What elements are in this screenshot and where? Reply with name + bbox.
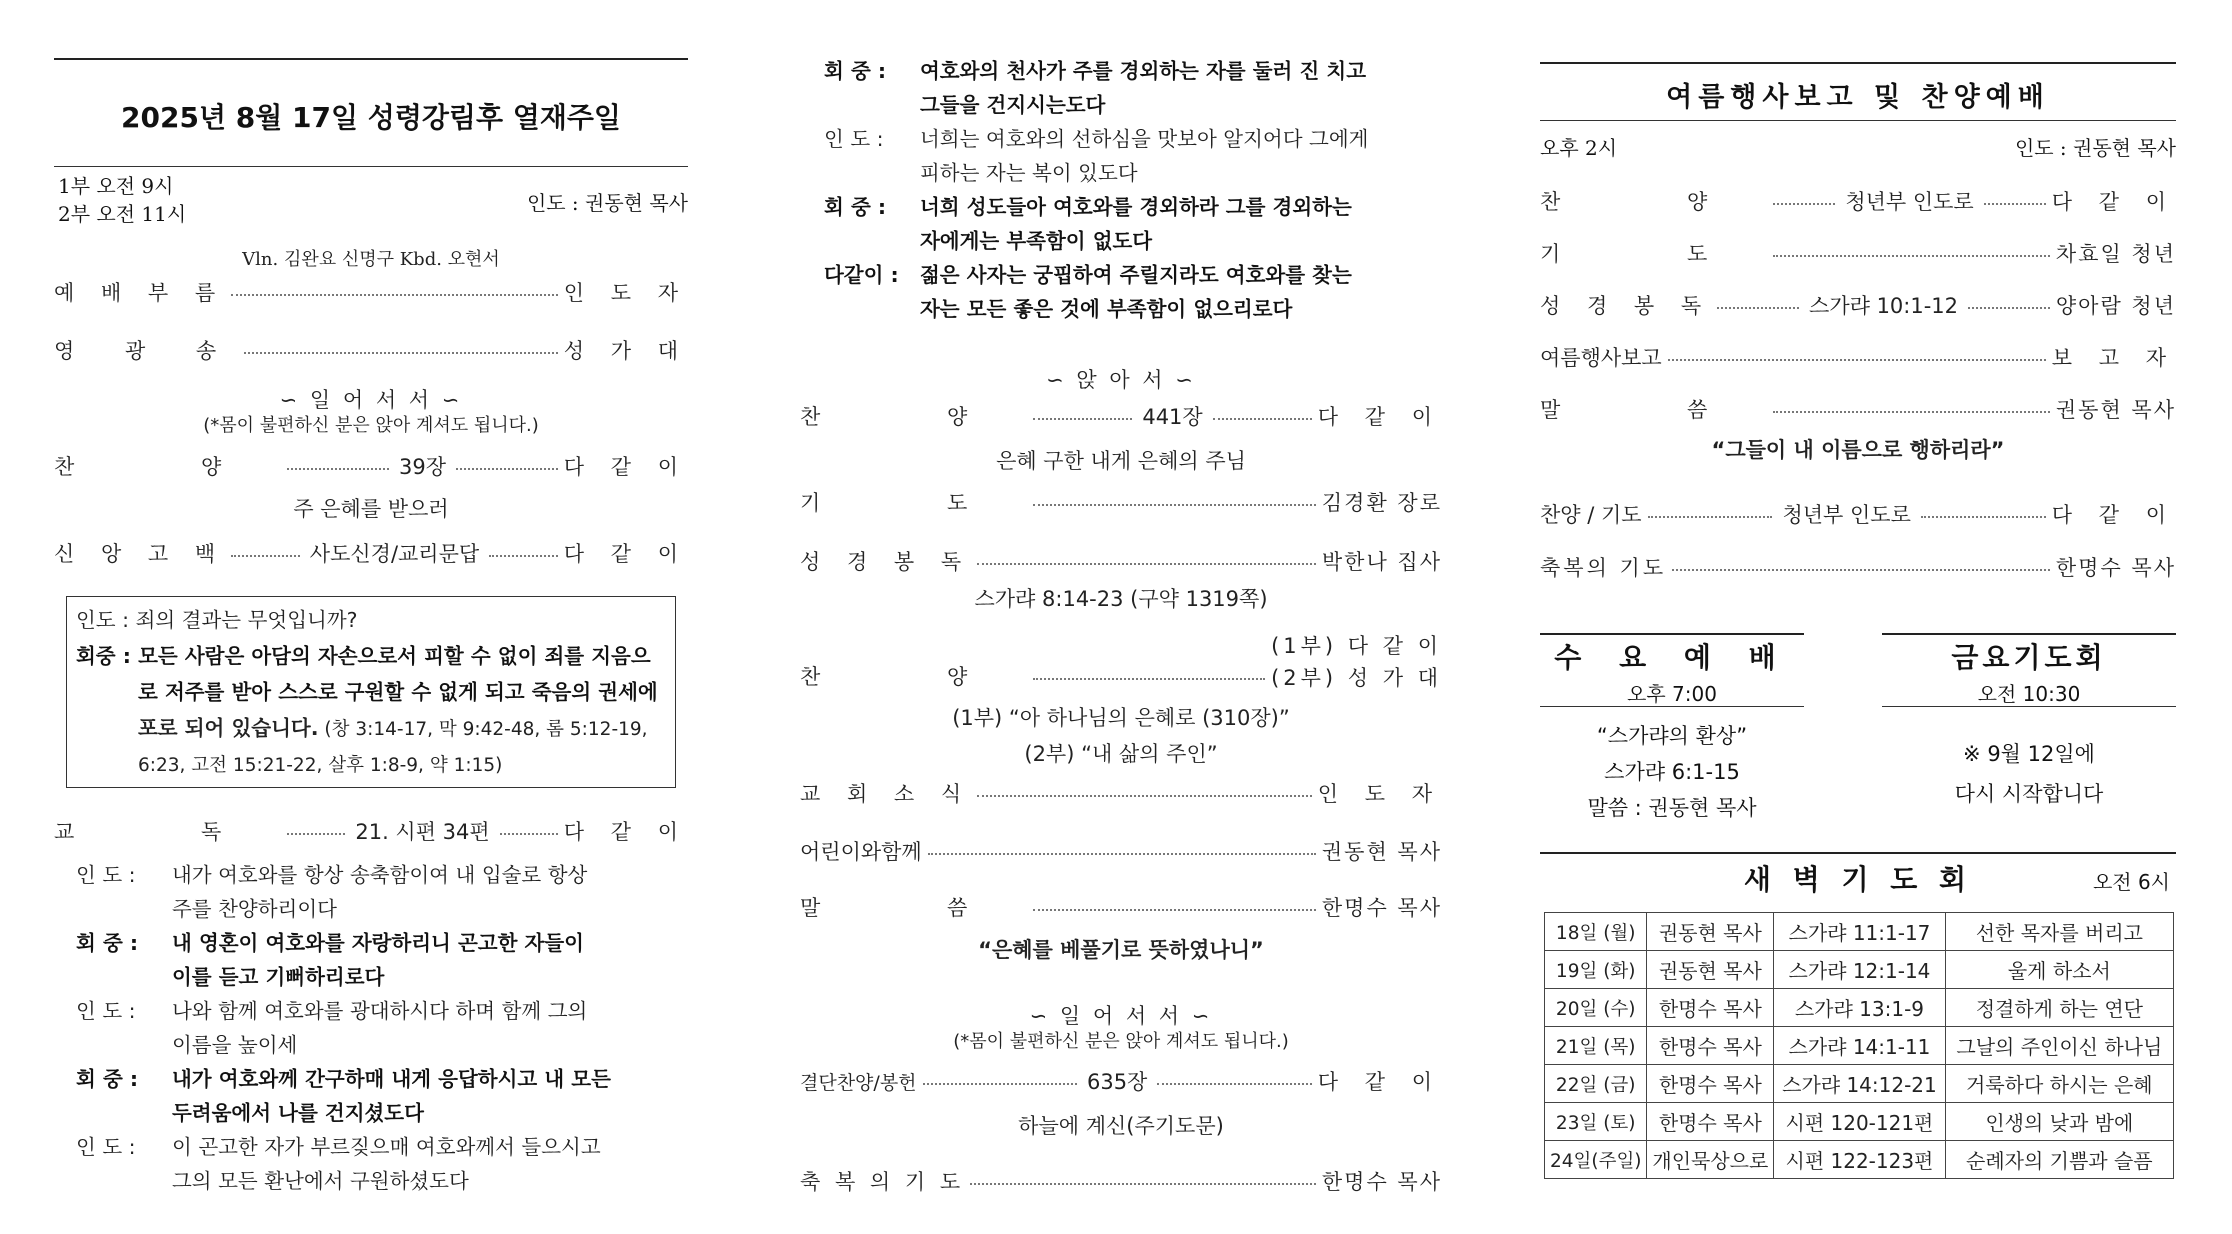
musicians: Vln. 김완요 신명구 Kbd. 오현서 [242,249,500,270]
scripture-ref: 스가랴 8:14-23 (구약 1319쪽) [974,587,1268,611]
wed-details [1540,718,1804,826]
service-times [58,172,186,228]
dawn-date-cell: 20일 (수) [1545,989,1647,1027]
dawn-theme-cell: 인생의 낮과 밤에 [1945,1103,2173,1141]
dawn-date-cell: 22일 (금) [1545,1065,1647,1103]
choir-song-2: (2부) “내 삶의 주인” [1024,742,1218,766]
dawn-passage-cell: 시편 122-123편 [1774,1141,1945,1179]
wed-top-rule [1540,633,1804,635]
wed-sermon-title: “스가랴의 환상” [1596,724,1748,748]
order-dedication: 결단찬양/봉헌 635장 다 같 이 [800,1070,1442,1094]
fri-bottom-rule [1882,706,2176,707]
dawn-date-cell: 19일 (화) [1545,951,1647,989]
evening-sermon-title: “그들이 내 이름으로 행하리라” [1711,438,2005,462]
wed-speaker: 말씀 : 권동현 목사 [1587,796,1757,820]
dawn-leader-cell: 권동현 목사 [1647,951,1774,989]
dawn-schedule-row [1545,1027,2174,1065]
order-call-to-worship: 예 배 부 름 인 도 자 [54,281,688,305]
responsive-reading-4: 회 중 : 내가 여호와께 간구하매 내게 응답하시고 내 모든 두려움에서 나를 건지셨도다 [76,1067,611,1125]
order-scripture: 성 경 봉 독 박한나 집사 [800,550,1442,574]
order-sermon: 말 씀 한명수 목사 [800,896,1442,920]
stand-note-2: (*몸이 불편하신 분은 앉아 계셔도 됩니다.) [953,1031,1289,1052]
evening-scripture: 성 경 봉 독 스가랴 10:1-12 양아람 청년 [1540,294,2176,318]
choir-song-1: (1부) “아 하나님의 은혜로 (310장)” [952,706,1290,730]
order-prayer: 기 도 김경환 장로 [800,491,1442,515]
fri-top-rule [1882,633,2176,635]
dawn-top-rule [1540,852,2176,854]
dawn-theme-cell: 정결하게 하는 연단 [1945,989,2173,1027]
fri-title: 금요기도회 [1951,641,2107,674]
dawn-leader-cell: 개인묵상으로 [1647,1141,1774,1179]
wed-ref: 스가랴 6:1-15 [1604,760,1740,784]
evening-sermon: 말 씀 권동현 목사 [1540,398,2176,422]
dawn-leader-cell: 한명수 목사 [1647,1027,1774,1065]
dawn-leader-cell: 한명수 목사 [1647,989,1774,1027]
dawn-schedule-row [1545,989,2174,1027]
wed-title: 수 요 예 배 [1554,641,1790,674]
order-church-news: 교 회 소 식 인 도 자 [800,782,1442,806]
order-benediction: 축 복 의 기 도 한명수 목사 [800,1170,1442,1194]
dawn-passage-cell: 스가랴 14:12-21 [1774,1065,1945,1103]
dawn-theme-cell: 순례자의 기쁨과 슬픔 [1945,1141,2173,1179]
dawn-passage-cell: 스가랴 12:1-14 [1774,951,1945,989]
hymn-title: 주 은혜를 받으러 [293,497,449,521]
evening-report: 여름행사보고 보 고 자 [1540,346,2176,370]
evening-top-rule [1540,62,2176,64]
fri-notice: ※ 9월 12일에 다시 시작합니다 [1954,742,2104,806]
order-gloria: 영 광 송 성 가 대 [54,339,688,363]
dawn-theme-cell: 선한 목자를 버리고 [1945,913,2173,951]
dawn-theme-cell: 그날의 주인이신 하나님 [1945,1027,2173,1065]
dawn-title: 새 벽 기 도 회 [1743,863,1973,896]
wed-time: 오후 7:00 [1627,682,1717,706]
stand-heading: ∽ 일 어 서 서 ∽ [279,388,463,412]
sit-heading: ∽ 앉 아 서 ∽ [1046,368,1196,392]
dawn-passage-cell: 스가랴 14:1-11 [1774,1027,1945,1065]
responsive-reading-5: 인 도 : 이 곤고한 자가 부르짖으매 여호와께서 들으시고 그의 모든 환난에서 구원하셨도다 [76,1135,601,1193]
evening-prayer: 기 도 차효일 청년 [1540,242,2176,266]
responsive-reading-2: 회 중 : 내 영혼이 여호와를 자랑하리니 곤고한 자들이 이를 듣고 기뻐하리로다 [76,931,584,989]
order-creed: 신 앙 고 백 사도신경/교리문답 다 같 이 [54,542,689,566]
dawn-date-cell: 23일 (토) [1545,1103,1647,1141]
responsive-reading-1: 인 도 : 내가 여호와를 항상 송축함이여 내 입술로 항상 주를 찬양하리이다 [76,863,588,921]
dawn-schedule-row [1545,1103,2174,1141]
responsive-reading-8: 회 중 : 너희 성도들아 여호와를 경외하라 그를 경외하는 자에게는 부족함이 없도다 [824,195,1352,253]
dawn-passage-cell: 스가랴 13:1-9 [1774,989,1945,1027]
dawn-passage-cell: 시편 120-121편 [1774,1103,1945,1141]
dawn-theme-cell: 거룩하다 하시는 은혜 [1945,1065,2173,1103]
dawn-schedule-row [1545,951,2174,989]
dawn-schedule-row [1545,1065,2174,1103]
service-time-1: 1부 오전 9시 [58,174,174,198]
dawn-date-cell: 21일 (목) [1545,1027,1647,1065]
stand-heading-2: ∽ 일 어 서 서 ∽ [1029,1004,1213,1028]
dawn-schedule-row [1545,1141,2174,1179]
dawn-leader-cell: 한명수 목사 [1647,1065,1774,1103]
order-responsive-reading: 교 독 21. 시편 34편 다 같 이 [54,820,689,844]
title-bottom-rule [54,166,688,167]
order-hymn: 찬 양 39장 다 같 이 [54,455,689,479]
evening-praise-prayer: 찬양 / 기도 청년부 인도로 다 같 이 [1540,503,2177,527]
sermon-title: “은혜를 베풀기로 뜻하였나니” [978,938,1264,962]
evening-time: 오후 2시 [1540,136,1618,160]
service-time-2: 2부 오전 11시 [58,202,187,226]
dawn-date-cell: 18일 (월) [1545,913,1647,951]
fri-time: 오전 10:30 [1977,682,2081,706]
evening-presider: 인도 : 권동현 목사 [2014,136,2176,160]
evening-praise: 찬 양 청년부 인도로 다 같 이 [1540,190,2176,214]
responsive-reading-9: 다같이 : 젊은 사자는 궁핍하여 주릴지라도 여호와를 찾는 자는 모든 좋은 것에 부족함이 없으리로다 [824,263,1352,321]
order-choir: 찬 양 (1부) 다 같 이 (2부) 성 가 대 [800,634,1442,690]
dedication-title: 하늘에 계신(주기도문) [1018,1114,1224,1138]
responsive-reading-3: 인 도 : 나와 함께 여호와를 광대하시다 하며 함께 그의 이름을 높이세 [76,999,588,1057]
dawn-date-cell: 24일(주일) [1545,1141,1647,1179]
order-children: 어린이와함께 권동현 목사 [800,840,1442,864]
evening-bottom-rule [1540,120,2176,121]
title-top-rule [54,58,688,60]
dawn-passage-cell: 스가랴 11:1-17 [1774,913,1945,951]
page-title: 2025년 8월 17일 성령강림후 열재주일 [121,101,621,134]
responsive-reading-6: 회 중 : 여호와의 천사가 주를 경외하는 자를 둘러 진 치고 그들을 건지시는도다 [824,59,1367,117]
dawn-schedule-row [1545,913,2174,951]
dawn-leader-cell: 권동현 목사 [1647,913,1774,951]
evening-blessing: 축복의 기도 한명수 목사 [1540,556,2176,580]
presider: 인도 : 권동현 목사 [526,191,688,215]
order-hymn-2: 찬 양 441장 다 같 이 [800,405,1442,429]
dawn-time: 오전 6시 [2092,870,2170,894]
responsive-reading-7: 인 도 : 너희는 여호와의 선하심을 맛보아 알지어다 그에게 피하는 자는 복이 있도다 [824,127,1369,185]
stand-note: (*몸이 불편하신 분은 앉아 계셔도 됩니다.) [203,415,539,436]
hymn-title-2: 은혜 구한 내게 은혜의 주님 [996,449,1246,473]
wed-bottom-rule [1540,706,1804,707]
catechism-text: 인도 : 죄의 결과는 무엇입니까? 회중 : 모든 사람은 아담의 자손으로서 피할 수 없이 죄를 지음으 로 저주를 받아 스스로 구원할 수 없게 되고 죽음의 권세에 포로 되어 있습니다. (창 3:14-17, 막 9:42-48, 롬 5:12-19, 6:23, 고전 15:21-22, 살후 1:8-9, 약 1:15) [76,608,658,776]
evening-title: 여름행사보고 및 찬양예배 [1666,82,2050,113]
dawn-theme-cell: 울게 하소서 [1945,951,2173,989]
dawn-leader-cell: 한명수 목사 [1647,1103,1774,1141]
dawn-schedule-table [1544,912,2174,1179]
